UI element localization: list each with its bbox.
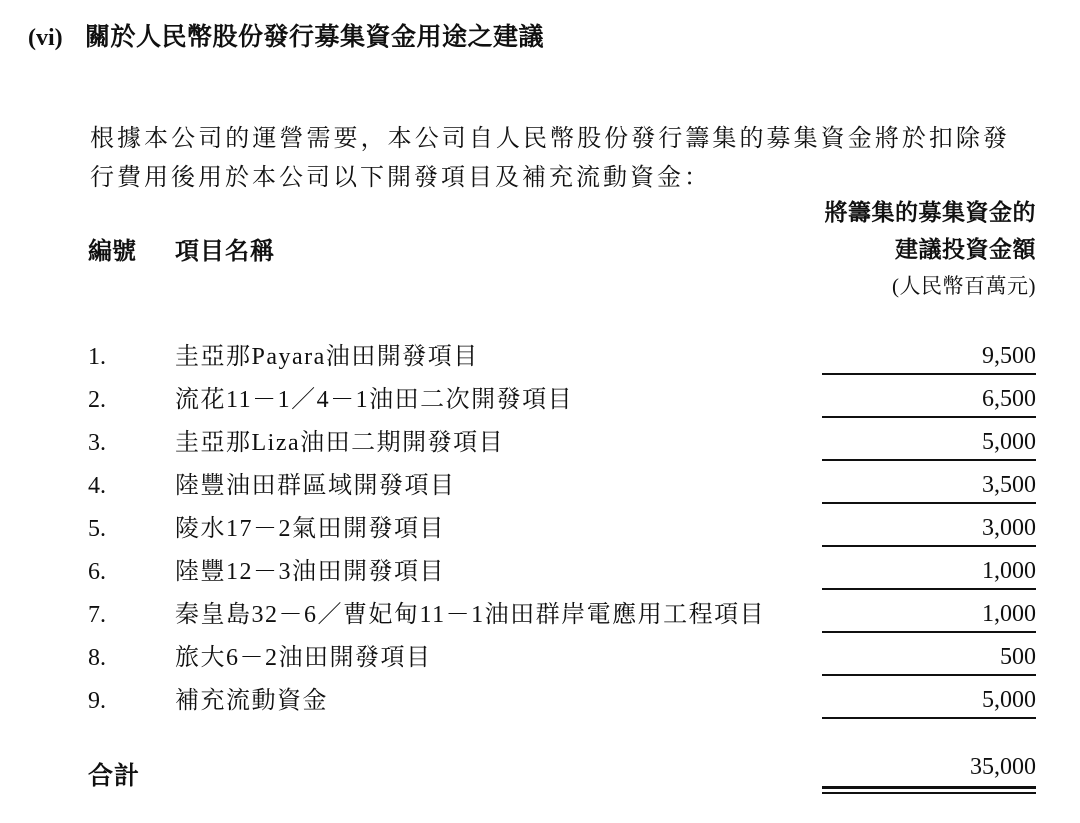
row-number: 4. (88, 473, 106, 499)
amount-value: 1,000 (822, 559, 1036, 590)
project-name: 陸豐12－3油田開發項目 (175, 559, 445, 585)
total-double-rule (822, 786, 1036, 794)
table-row (88, 516, 1036, 559)
amount-value: 5,000 (822, 430, 1036, 461)
table-row (88, 645, 1036, 688)
col-header-amount (825, 194, 1037, 305)
total-amount-cell (822, 754, 1036, 794)
table-row (88, 430, 1036, 473)
table-body (88, 344, 1036, 731)
section-marker: (vi) (28, 25, 63, 51)
row-number: 5. (88, 516, 106, 542)
intro-paragraph: 根據本公司的運營需要，本公司自人民幣股份發行籌集的募集資金將於扣除發行費用後用於本公司以下開發項目及補充流動資金： (90, 126, 1010, 191)
amount-value: 3,500 (822, 473, 1036, 504)
col-header-number: 編號 (88, 239, 136, 265)
col-header-amount-unit: (人民幣百萬元) (892, 274, 1036, 298)
total-amount: 35,000 (970, 754, 1036, 780)
section-title: 關於人民幣股份發行募集資金用途之建議 (85, 24, 545, 51)
amount-value: 5,000 (822, 688, 1036, 719)
row-number: 2. (88, 387, 106, 413)
project-name: 圭亞那Payara油田開發項目 (175, 344, 479, 370)
row-number: 3. (88, 430, 106, 456)
amount-value: 1,000 (822, 602, 1036, 633)
amount-value: 9,500 (822, 344, 1036, 375)
col-header-amount-line2: 建議投資金額 (895, 237, 1036, 262)
amount-value: 500 (822, 645, 1036, 676)
table-row (88, 473, 1036, 516)
table-row (88, 387, 1036, 430)
project-name: 陵水17－2氣田開發項目 (175, 516, 445, 542)
row-number: 7. (88, 602, 106, 628)
project-name: 旅大6－2油田開發項目 (175, 645, 432, 671)
table-row (88, 602, 1036, 645)
row-number: 6. (88, 559, 106, 585)
amount-value: 3,000 (822, 516, 1036, 547)
col-header-name: 項目名稱 (175, 239, 275, 265)
project-name: 陸豐油田群區域開發項目 (175, 473, 456, 499)
amount-value: 6,500 (822, 387, 1036, 418)
table-column-headers (88, 231, 588, 265)
table-row (88, 559, 1036, 602)
project-name: 圭亞那Liza油田二期開發項目 (175, 430, 505, 456)
project-name: 秦皇島32－6／曹妃甸11－1油田群岸電應用工程項目 (175, 602, 766, 628)
total-row (88, 754, 1036, 809)
project-name: 補充流動資金 (175, 688, 328, 714)
table-row (88, 344, 1036, 387)
col-header-amount-line1: 將籌集的募集資金的 (824, 200, 1036, 225)
row-number: 1. (88, 344, 106, 370)
table-row (88, 688, 1036, 731)
row-number: 9. (88, 688, 106, 714)
section-heading (28, 17, 544, 53)
total-label: 合計 (88, 763, 141, 790)
row-number: 8. (88, 645, 106, 671)
project-name: 流花11－1／4－1油田二次開發項目 (175, 387, 574, 413)
